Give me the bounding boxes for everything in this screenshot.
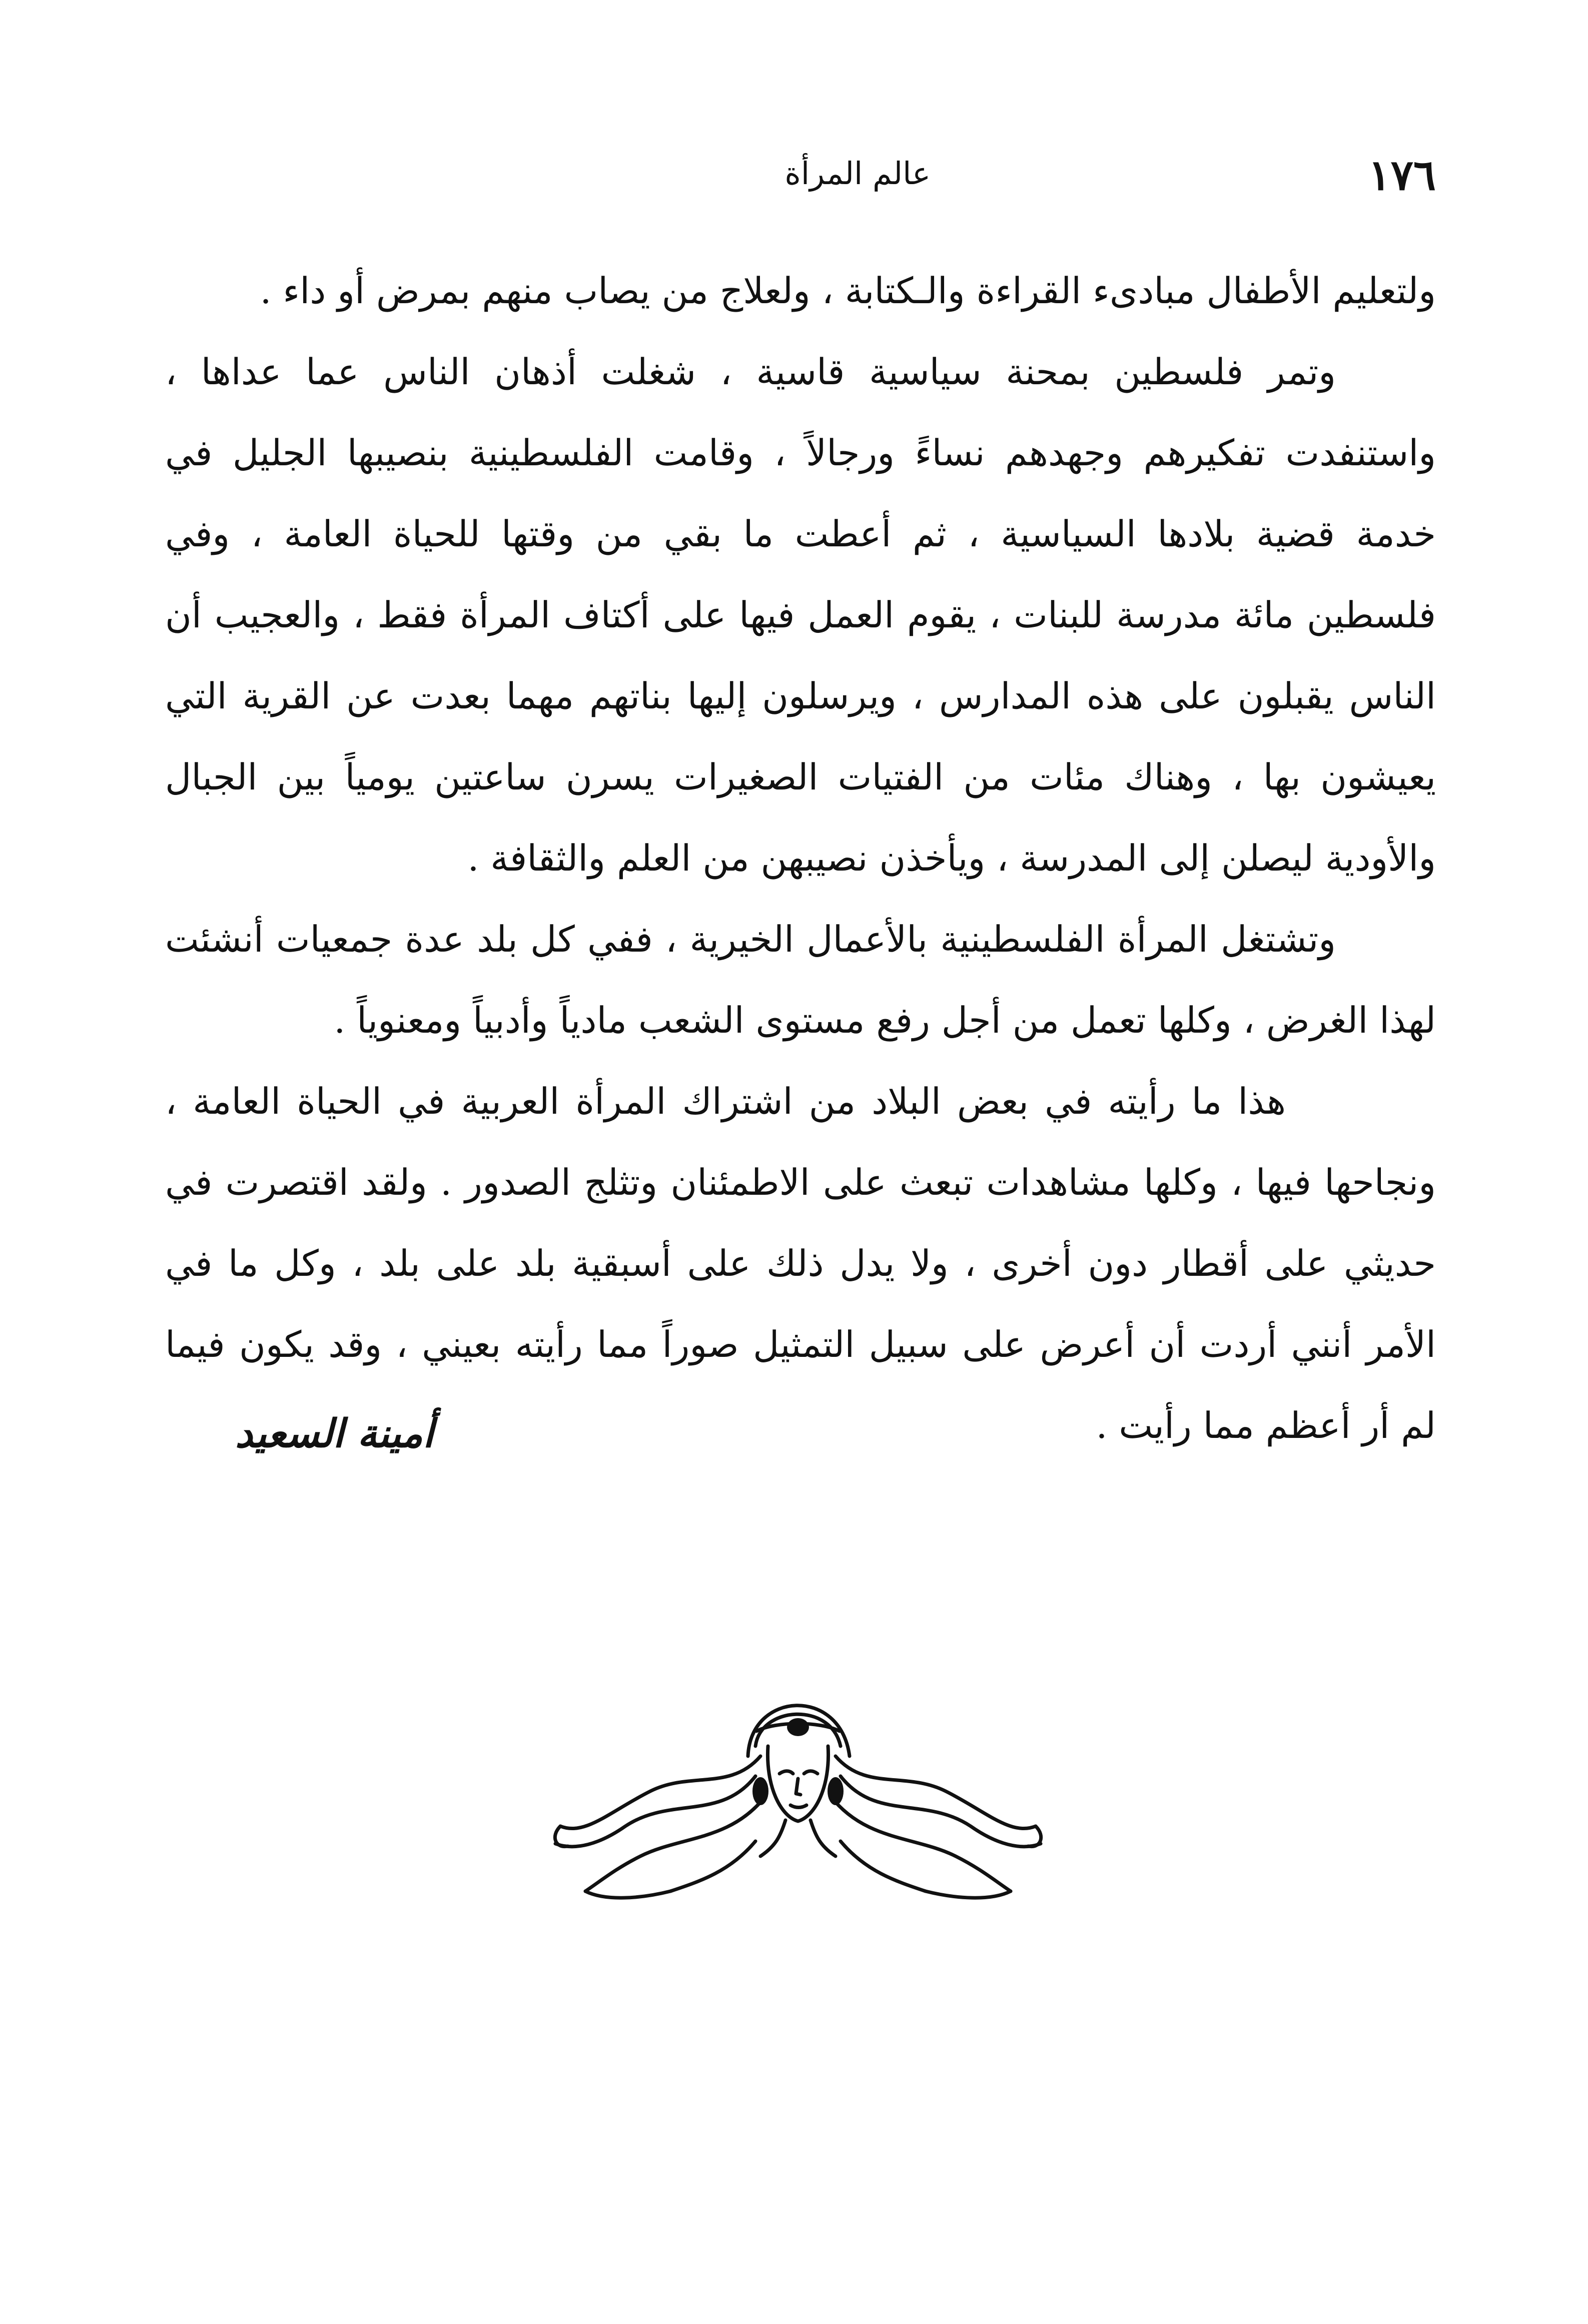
paragraph-1: ولتعليم الأطفال مبادىء القراءة والـكتابة ، ولعلاج من يصاب منهم بمرض أو داء . (260, 270, 1436, 312)
page-number: ١٧٦ (1368, 150, 1436, 200)
paragraph-2: وتمر فلسطين بمحنة سياسية قاسية ، شغلت أذهان الناس عما عداها ، واستنفدت تفكيرهم وجهدهم نساءً ورجالاً ، وقامت الفلسطينية بنصيبها الجليل في خدمة قضية بلادها السياسية ، ثم أعطت ما بقي من وقتها للحياة العامة ، وفي فلسطين مائة مدرسة للبنات ، يقوم العمل فيها على أكتاف المرأة فقط ، والعجيب أن الناس يقبلون على هذه المدارس ، ويرسلون إليها بناتهم مهما بعدت عن القرية التي يعيشون بها ، وهناك مئات من الفتيات الصغيرات يسرن ساعتين يومياً بين الجبال والأودية ليصلن إلى المدرسة ، ويأخذن نصيبهن من العلم والثقافة . (165, 351, 1436, 879)
woman-face-ornament-icon (540, 1671, 1051, 1906)
body-text (165, 250, 1436, 1466)
author-signature: أمينة السعيد (235, 1411, 434, 1456)
paragraph-4: هذا ما رأيته في بعض البلاد من اشتراك المرأة العربية في الحياة العامة ، ونجاحها فيها ، وكلها مشاهدات تبعث على الاطمئنان وتثلج الصدور . ولقد اقتصرت في حديثي على أقطار دون أخرى ، ولا يدل ذلك على أسبقية بلد على بلد ، وكل ما في الأمر أنني أردت أن أعرض على سبيل التمثيل صوراً مما رأيته بعيني ، وقد يكون فيما لم أر أعظم مما رأيت . (165, 1080, 1436, 1446)
page-header (165, 150, 1436, 210)
running-title: عالم المرأة (784, 155, 931, 192)
paragraph-3: وتشتغل المرأة الفلسطينية بالأعمال الخيرية ، ففي كل بلد عدة جمعيات أنشئت لهذا الغرض ، وكلها تعمل من أجل رفع مستوى الشعب مادياً وأدبياً ومعنوياً . (165, 918, 1436, 1041)
